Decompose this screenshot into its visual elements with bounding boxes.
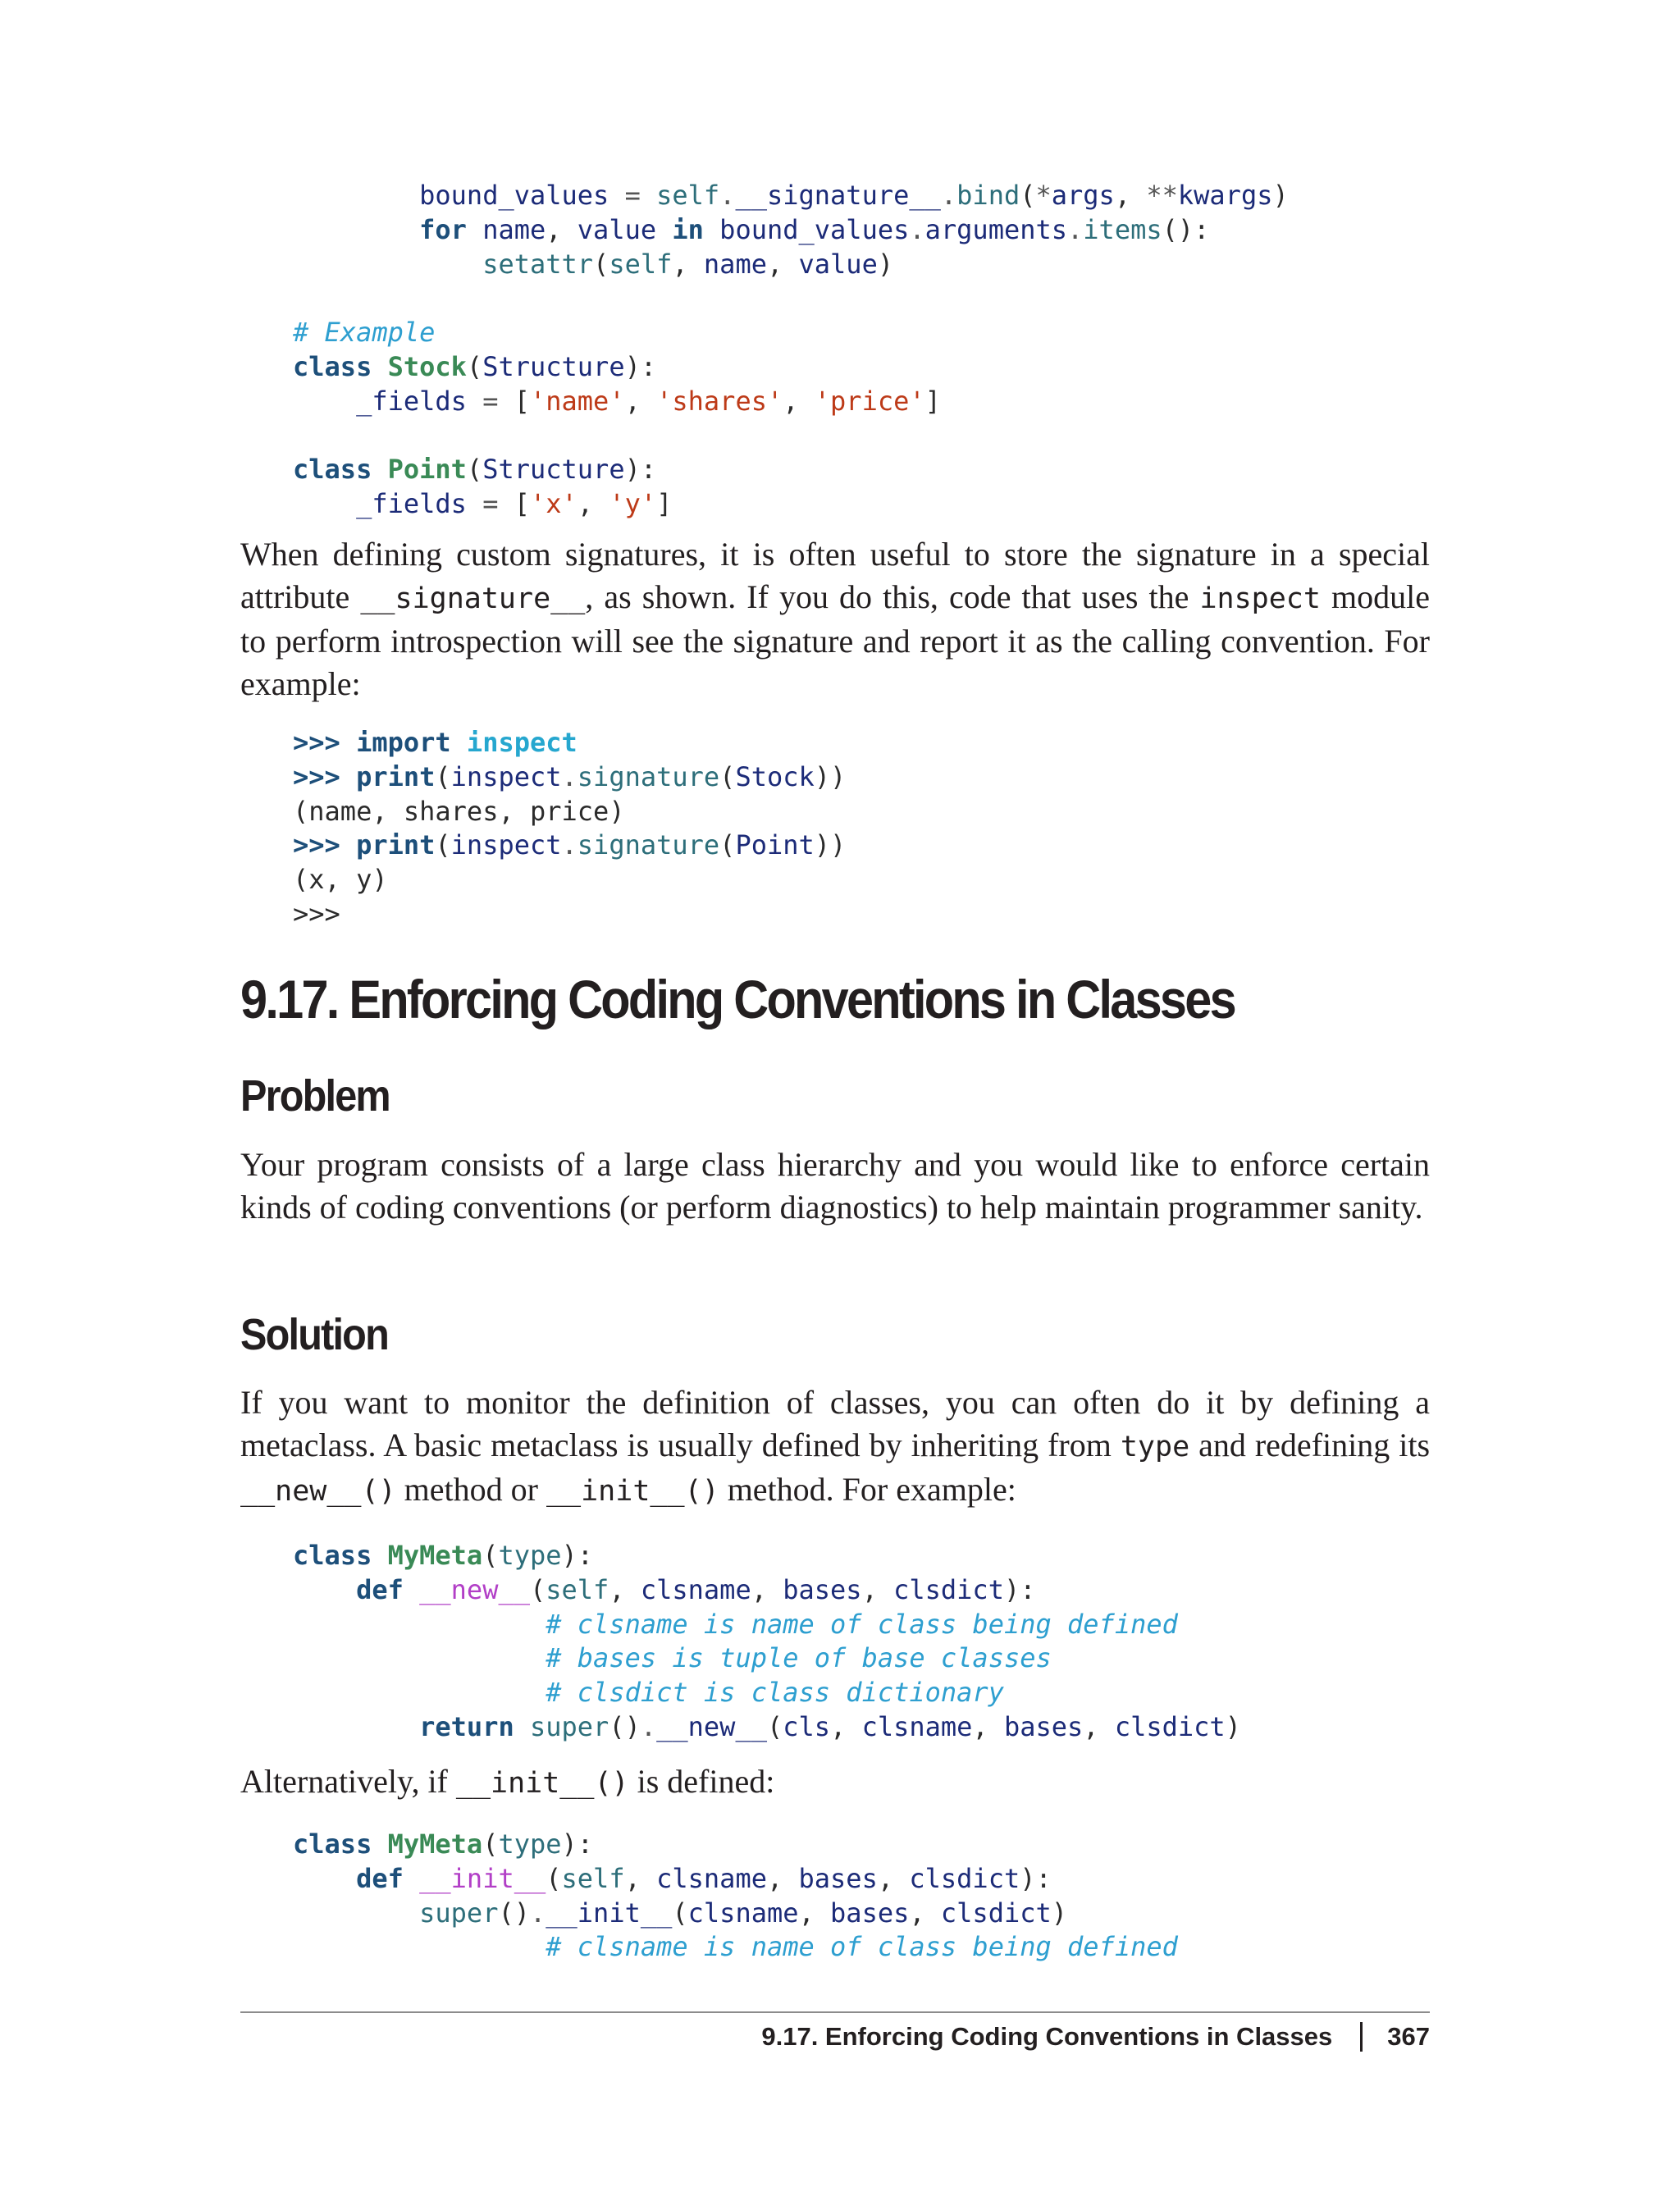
- code-line: >>> import inspect: [293, 727, 578, 758]
- paragraph-alternatively: [240, 1760, 1430, 1805]
- code-comment: # clsname is name of class being defined: [419, 1608, 1178, 1640]
- code-line: for name, value in bound_values.arguments.items():: [419, 213, 1210, 245]
- code-line: [293, 281, 1289, 316]
- paragraph-problem: Your program consists of a large class hierarchy and you would like to enforce certain kinds of coding conventions (or perform diagnostics) to help maintain programmer sanity.: [240, 1146, 1430, 1226]
- code-line: class MyMeta(type):: [293, 1828, 594, 1860]
- code-line: [293, 1930, 1178, 1965]
- code-comment: # bases is tuple of base classes: [419, 1642, 1052, 1674]
- inline-code: __signature__: [360, 582, 586, 615]
- solution-heading: Solution: [240, 1310, 388, 1359]
- text-run: If you want to monitor the definition of classes, you can often do it by defining a metaclass. A basic metaclass is usually defined by inheriting from: [240, 1384, 1430, 1463]
- inline-code: __init__(): [546, 1475, 719, 1508]
- text-run: and redefining its: [1189, 1427, 1431, 1463]
- footer-title: 9.17. Enforcing Coding Conventions in Classes: [761, 2022, 1333, 2051]
- code-line: class Stock(Structure):: [293, 350, 657, 382]
- text-run: Alternatively, if: [240, 1763, 456, 1800]
- inline-code: inspect: [1199, 582, 1321, 615]
- text-run: When defining custom signatures, it is often useful to store the signature in a special attribute: [240, 536, 1430, 615]
- footer-rule: [240, 2011, 1430, 2013]
- code-line: [293, 1676, 1241, 1710]
- inline-code: type: [1120, 1431, 1190, 1463]
- text-run: method or: [395, 1471, 546, 1508]
- page-footer: [761, 2022, 1430, 2052]
- code-line: return super().__new__(cls, clsname, bases, clsdict): [419, 1710, 1241, 1742]
- problem-heading: Problem: [240, 1071, 390, 1121]
- code-comment: # clsdict is class dictionary: [419, 1677, 1004, 1709]
- code-line: (x, y): [293, 864, 388, 896]
- code-line: _fields = ['x', 'y']: [356, 488, 673, 520]
- code-line: (name, shares, price): [293, 795, 625, 827]
- code-line: setattr(self, name, value): [482, 248, 894, 280]
- code-line: [293, 419, 1289, 454]
- code-block-inspect: [293, 726, 846, 932]
- paragraph-signature: [240, 533, 1430, 705]
- section-heading: 9.17. Enforcing Coding Conventions in Classes: [240, 969, 1235, 1029]
- paragraph-solution: [240, 1381, 1430, 1513]
- code-line: [293, 1641, 1241, 1676]
- code-line: super().__init__(clsname, bases, clsdict): [419, 1897, 1068, 1929]
- code-line: bound_values = self.__signature__.bind(*args, **kwargs): [419, 180, 1289, 211]
- footer-separator: [1360, 2022, 1363, 2052]
- inline-code: __new__(): [240, 1475, 396, 1508]
- code-block-metaclass-init: [293, 1828, 1178, 1965]
- text-run: , as shown. If you do this, code that uses the: [585, 578, 1200, 615]
- code-line: class MyMeta(type):: [293, 1540, 594, 1571]
- code-line: _fields = ['name', 'shares', 'price']: [356, 385, 941, 417]
- code-line: def __init__(self, clsname, bases, clsdict):: [356, 1862, 1052, 1894]
- code-block-structure: [293, 179, 1289, 522]
- code-comment: # clsname is name of class being defined: [419, 1931, 1178, 1963]
- code-block-metaclass-new: [293, 1539, 1241, 1745]
- text-run: is defined:: [628, 1763, 775, 1800]
- code-line: # Example: [293, 317, 436, 349]
- code-line: >>> print(inspect.signature(Point)): [293, 829, 847, 861]
- inline-code: __init__(): [455, 1767, 629, 1800]
- page-number: 367: [1387, 2022, 1430, 2051]
- code-line: >>>: [293, 897, 340, 929]
- code-line: [293, 1608, 1241, 1642]
- text-run: module to perform introspection will see the signature and report it as the calling convention. For example:: [240, 578, 1431, 702]
- text-run: method. For example:: [719, 1471, 1016, 1508]
- code-line: class Point(Structure):: [293, 454, 657, 486]
- code-line: def __new__(self, clsname, bases, clsdict):: [356, 1573, 1036, 1605]
- code-line: >>> print(inspect.signature(Stock)): [293, 760, 847, 792]
